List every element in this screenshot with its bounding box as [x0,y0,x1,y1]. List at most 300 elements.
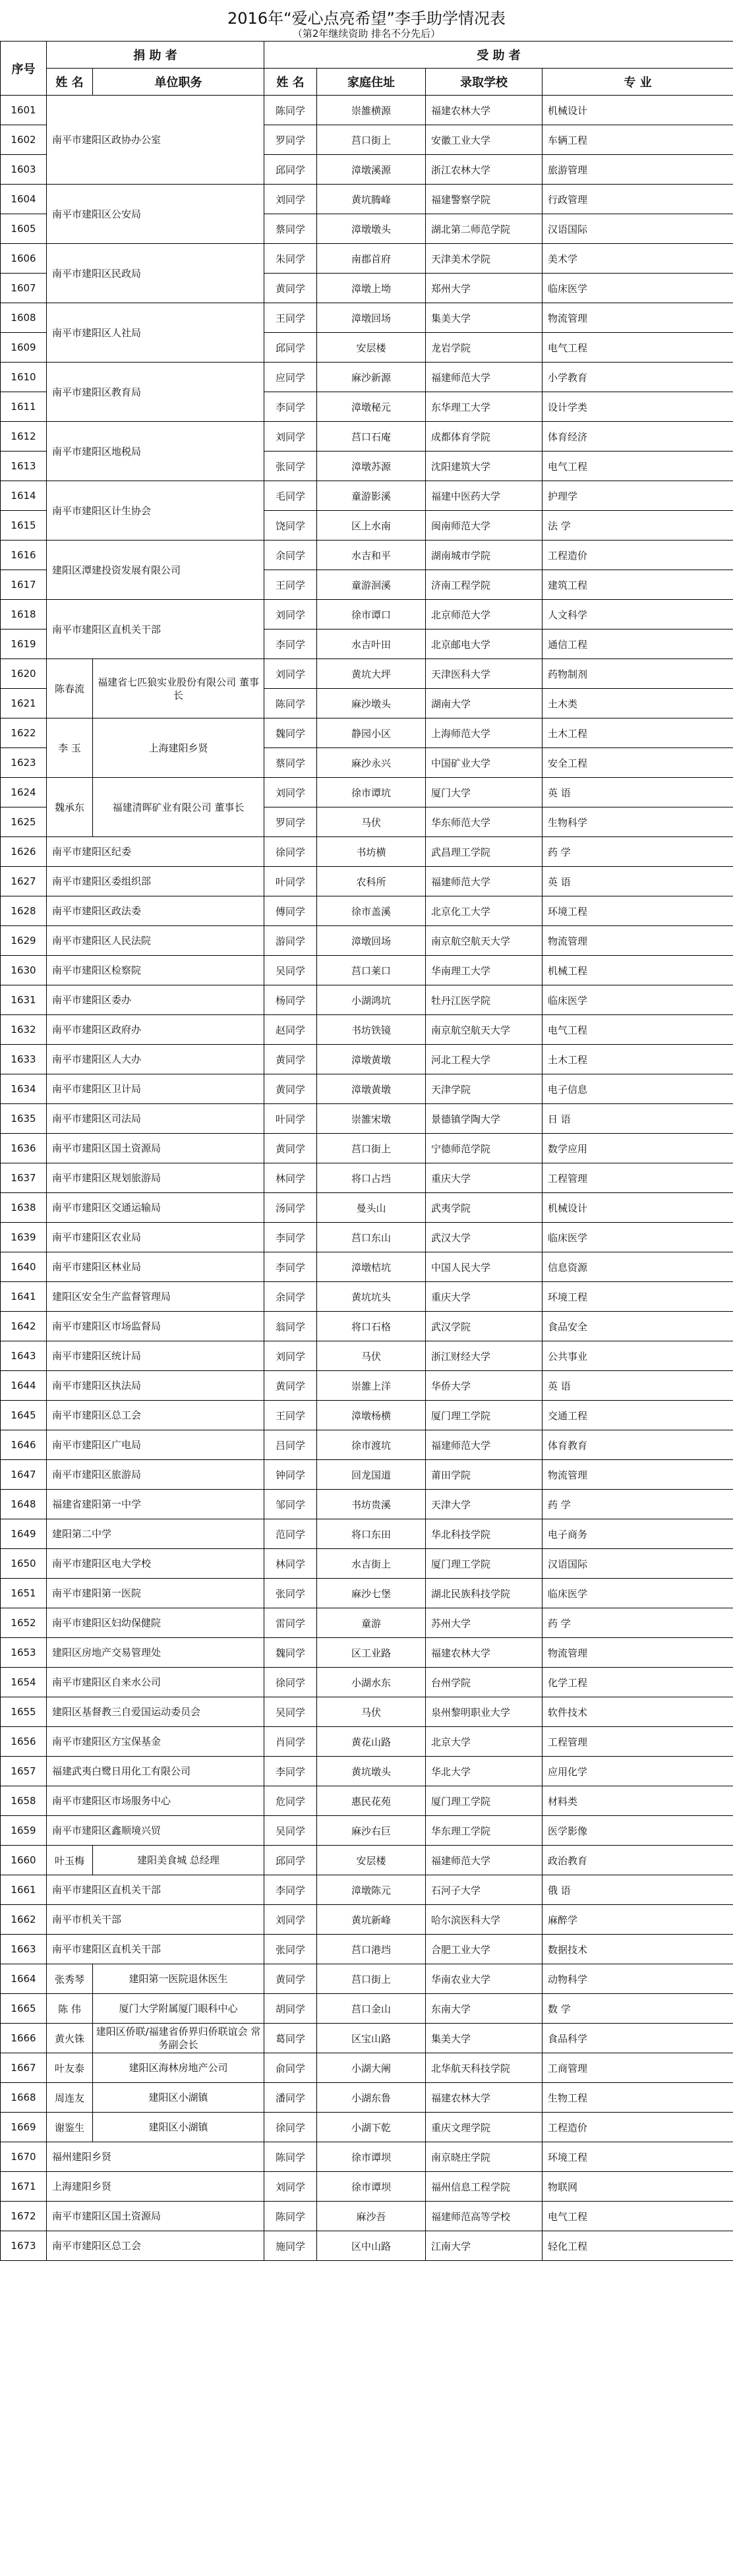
recipient-major: 法 学 [542,511,733,541]
recipient-school: 湖北第二师范学院 [426,214,542,244]
table-row [1,185,733,214]
recipient-address: 莒口东山 [317,1223,426,1252]
aid-table [0,41,733,2261]
recipient-name: 李同学 [264,1757,317,1786]
recipient-address: 惠民花苑 [317,1786,426,1816]
recipient-name: 饶同学 [264,511,317,541]
recipient-name: 魏同学 [264,718,317,748]
table-row [1,2083,733,2113]
table-row [1,2202,733,2231]
recipient-school: 湖南大学 [426,689,542,718]
recipient-school: 北京大学 [426,1727,542,1757]
recipient-address: 回龙国道 [317,1460,426,1490]
donor-org: 建阳区潭建投资发展有限公司 [47,541,264,600]
donor-org: 上海建阳乡贤 [93,718,264,778]
recipient-major: 电气工程 [542,2202,733,2231]
recipient-address: 马伏 [317,1697,426,1727]
recipient-major: 物流管理 [542,1638,733,1668]
header-row-group [1,42,733,69]
row-number: 1672 [1,2202,47,2231]
recipient-name: 张同学 [264,1935,317,1964]
recipient-address: 麻沙吾 [317,2202,426,2231]
recipient-school: 华南农业大学 [426,1964,542,1994]
donor-name: 陈春流 [47,659,93,718]
recipient-name: 罗同学 [264,125,317,155]
recipient-address: 漳墩陈元 [317,1875,426,1905]
recipient-school: 北京化工大学 [426,896,542,926]
donor-org: 南平市建阳区民政局 [47,244,264,303]
row-number: 1616 [1,541,47,570]
donor-org: 建阳第一医院退休医生 [93,1964,264,1994]
recipient-major: 化学工程 [542,1668,733,1697]
recipient-major: 土木工程 [542,718,733,748]
donor-org: 南平市建阳区妇幼保健院 [47,1608,264,1638]
recipient-school: 莆田学院 [426,1460,542,1490]
row-number: 1644 [1,1371,47,1401]
recipient-name: 吴同学 [264,1697,317,1727]
row-number: 1613 [1,452,47,481]
recipient-name: 朱同学 [264,244,317,274]
recipient-name: 陈同学 [264,2142,317,2172]
recipient-major: 公共事业 [542,1341,733,1371]
recipient-major: 安全工程 [542,748,733,778]
recipient-name: 邱同学 [264,333,317,363]
donor-name: 张秀琴 [47,1964,93,1994]
donor-org: 南平市建阳区林业局 [47,1252,264,1282]
recipient-major: 体育经济 [542,422,733,452]
row-number: 1601 [1,96,47,125]
table-row [1,1223,733,1252]
recipient-major: 软件技术 [542,1697,733,1727]
row-number: 1653 [1,1638,47,1668]
recipient-name: 王同学 [264,303,317,333]
recipient-major: 医学影像 [542,1816,733,1846]
row-number: 1612 [1,422,47,452]
recipient-major: 物流管理 [542,1460,733,1490]
table-row [1,1816,733,1846]
recipient-address: 崇雒上洋 [317,1371,426,1401]
row-number: 1650 [1,1549,47,1579]
recipient-major: 食品科学 [542,2024,733,2053]
row-number: 1617 [1,570,47,600]
recipient-school: 北华航天科技学院 [426,2053,542,2083]
row-number: 1631 [1,985,47,1015]
recipient-school: 重庆文理学院 [426,2113,542,2142]
recipient-address: 小湖鸿坑 [317,985,426,1015]
recipient-school: 华东师范大学 [426,807,542,837]
recipient-major: 电气工程 [542,333,733,363]
recipient-major: 工商管理 [542,2053,733,2083]
recipient-major: 土木类 [542,689,733,718]
recipient-address: 童游 [317,1608,426,1638]
table-row [1,600,733,629]
table-row [1,926,733,956]
recipient-school: 合肥工业大学 [426,1935,542,1964]
donor-org: 建阳区基督教三自爱国运动委员会 [47,1697,264,1727]
table-row [1,1163,733,1193]
donor-org: 南平市机关干部 [47,1905,264,1935]
recipient-major: 环境工程 [542,1282,733,1312]
table-row [1,1312,733,1341]
recipient-address: 黄坑大坪 [317,659,426,689]
recipient-address: 徐市谭坝 [317,2172,426,2202]
recipient-address: 漳墩苏源 [317,452,426,481]
donor-org: 南平市建阳区自来水公司 [47,1668,264,1697]
recipient-name: 张同学 [264,1579,317,1608]
row-number: 1640 [1,1252,47,1282]
recipient-address: 黄花山路 [317,1727,426,1757]
recipient-name: 徐同学 [264,837,317,867]
donor-org: 南平市建阳区交通运输局 [47,1193,264,1223]
recipient-name: 葛同学 [264,2024,317,2053]
recipient-major: 英 语 [542,1371,733,1401]
row-number: 1606 [1,244,47,274]
recipient-school: 北京师范大学 [426,600,542,629]
donor-name: 叶玉梅 [47,1846,93,1875]
donor-name: 黄火铢 [47,2024,93,2053]
col-header-school: 录取学校 [426,69,542,96]
row-number: 1627 [1,867,47,896]
recipient-school: 厦门大学 [426,778,542,807]
donor-org: 建阳区侨联/福建省侨界归侨联谊会 常务副会长 [93,2024,264,2053]
recipient-school: 福建师范高等学校 [426,2202,542,2231]
row-number: 1622 [1,718,47,748]
row-number: 1634 [1,1074,47,1104]
table-row [1,778,733,807]
recipient-name: 林同学 [264,1163,317,1193]
donor-org: 南平市建阳区总工会 [47,2231,264,2261]
recipient-address: 徐市渡坑 [317,1430,426,1460]
recipient-address: 书坊贵溪 [317,1490,426,1519]
recipient-name: 吴同学 [264,1816,317,1846]
row-number: 1632 [1,1015,47,1045]
donor-org: 南平市建阳区政法委 [47,896,264,926]
table-row [1,2024,733,2053]
recipient-school: 福建师范大学 [426,363,542,392]
row-number: 1661 [1,1875,47,1905]
table-row [1,1490,733,1519]
recipient-school: 天津大学 [426,1490,542,1519]
recipient-school: 福建农林大学 [426,96,542,125]
recipient-major: 物流管理 [542,926,733,956]
recipient-school: 河北工程大学 [426,1045,542,1074]
recipient-major: 电子商务 [542,1519,733,1549]
recipient-school: 石河子大学 [426,1875,542,1905]
table-row [1,1727,733,1757]
row-number: 1626 [1,837,47,867]
recipient-name: 潘同学 [264,2083,317,2113]
donor-org: 南平市建阳区纪委 [47,837,264,867]
row-number: 1655 [1,1697,47,1727]
recipient-address: 漳墩回场 [317,303,426,333]
recipient-school: 福建师范大学 [426,1430,542,1460]
donor-org: 建阳美食城 总经理 [93,1846,264,1875]
recipient-name: 李同学 [264,629,317,659]
table-row [1,1015,733,1045]
recipient-major: 材料类 [542,1786,733,1816]
recipient-address: 曼头山 [317,1193,426,1223]
recipient-major: 人文科学 [542,600,733,629]
row-number: 1604 [1,185,47,214]
recipient-major: 生物科学 [542,807,733,837]
table-row [1,2231,733,2261]
row-number: 1669 [1,2113,47,2142]
row-number: 1668 [1,2083,47,2113]
table-row [1,1371,733,1401]
donor-org: 建阳第二中学 [47,1519,264,1549]
donor-org: 建阳区安全生产监督管理局 [47,1282,264,1312]
donor-org: 福建省七匹狼实业股份有限公司 董事长 [93,659,264,718]
donor-org: 建阳区小湖镇 [93,2113,264,2142]
recipient-major: 数 学 [542,1994,733,2024]
donor-org: 福州建阳乡贤 [47,2142,264,2172]
row-number: 1620 [1,659,47,689]
recipient-address: 漳墩回场 [317,926,426,956]
donor-org: 南平市建阳区计生协会 [47,481,264,541]
recipient-school: 武夷学院 [426,1193,542,1223]
row-number: 1658 [1,1786,47,1816]
recipient-name: 范同学 [264,1519,317,1549]
row-number: 1633 [1,1045,47,1074]
recipient-major: 机械设计 [542,96,733,125]
donor-org: 建阳区海林房地产公司 [93,2053,264,2083]
recipient-name: 刘同学 [264,422,317,452]
donor-org: 上海建阳乡贤 [47,2172,264,2202]
donor-org: 南平市建阳区直机关干部 [47,1935,264,1964]
recipient-school: 湖南城市学院 [426,541,542,570]
recipient-name: 吕同学 [264,1430,317,1460]
recipient-name: 黄同学 [264,1134,317,1163]
table-row [1,1935,733,1964]
recipient-school: 江南大学 [426,2231,542,2261]
recipient-major: 数学应用 [542,1134,733,1163]
row-number: 1636 [1,1134,47,1163]
recipient-name: 俞同学 [264,2053,317,2083]
recipient-address: 安层楼 [317,1846,426,1875]
recipient-address: 徐市谭口 [317,600,426,629]
recipient-school: 郑州大学 [426,274,542,303]
recipient-address: 徐市谭坑 [317,778,426,807]
recipient-major: 临床医学 [542,1579,733,1608]
recipient-address: 黄坑新峰 [317,1905,426,1935]
table-body [1,96,733,2261]
recipient-name: 黄同学 [264,1045,317,1074]
donor-org: 南平市建阳区委办 [47,985,264,1015]
table-row [1,1460,733,1490]
donor-name: 李 玉 [47,718,93,778]
table-row [1,659,733,689]
table-row [1,1757,733,1786]
recipient-major: 日 语 [542,1104,733,1134]
recipient-name: 黄同学 [264,1964,317,1994]
recipient-major: 行政管理 [542,185,733,214]
col-header-major: 专 业 [542,69,733,96]
recipient-major: 环境工程 [542,2142,733,2172]
recipient-name: 翁同学 [264,1312,317,1341]
recipient-major: 工程管理 [542,1727,733,1757]
recipient-school: 重庆大学 [426,1163,542,1193]
recipient-name: 傅同学 [264,896,317,926]
recipient-address: 漳墩秘元 [317,392,426,422]
recipient-school: 福建师范大学 [426,1846,542,1875]
row-number: 1614 [1,481,47,511]
recipient-name: 李同学 [264,1223,317,1252]
table-row [1,422,733,452]
row-number: 1638 [1,1193,47,1223]
donor-org: 南平市建阳区教育局 [47,363,264,422]
table-row [1,1549,733,1579]
table-row [1,1608,733,1638]
recipient-name: 陈同学 [264,2202,317,2231]
recipient-school: 浙江农林大学 [426,155,542,185]
recipient-school: 上海师范大学 [426,718,542,748]
row-number: 1673 [1,2231,47,2261]
recipient-school: 苏州大学 [426,1608,542,1638]
recipient-school: 集美大学 [426,2024,542,2053]
recipient-address: 麻沙右巨 [317,1816,426,1846]
table-row [1,1875,733,1905]
recipient-name: 徐同学 [264,2113,317,2142]
donor-org: 南平市建阳区直机关干部 [47,600,264,659]
recipient-name: 黄同学 [264,274,317,303]
recipient-name: 吴同学 [264,956,317,985]
row-number: 1602 [1,125,47,155]
recipient-name: 余同学 [264,541,317,570]
row-number: 1652 [1,1608,47,1638]
row-number: 1623 [1,748,47,778]
recipient-major: 政治教育 [542,1846,733,1875]
donor-org: 南平市建阳区检察院 [47,956,264,985]
table-row [1,1846,733,1875]
recipient-name: 刘同学 [264,185,317,214]
recipient-name: 应同学 [264,363,317,392]
donor-org: 南平市建阳区市场服务中心 [47,1786,264,1816]
table-row [1,1341,733,1371]
recipient-name: 毛同学 [264,481,317,511]
row-number: 1651 [1,1579,47,1608]
recipient-name: 雷同学 [264,1608,317,1638]
table-row [1,2172,733,2202]
recipient-school: 成都体育学院 [426,422,542,452]
row-number: 1621 [1,689,47,718]
recipient-address: 麻沙永兴 [317,748,426,778]
recipient-name: 刘同学 [264,659,317,689]
recipient-address: 马伏 [317,1341,426,1371]
recipient-name: 李同学 [264,1252,317,1282]
recipient-address: 将口东田 [317,1519,426,1549]
donor-name: 谢鉴生 [47,2113,93,2142]
row-number: 1641 [1,1282,47,1312]
table-row [1,2113,733,2142]
recipient-address: 区上水南 [317,511,426,541]
row-number: 1618 [1,600,47,629]
recipient-major: 小学教育 [542,363,733,392]
recipient-major: 电子信息 [542,1074,733,1104]
recipient-school: 安徽工业大学 [426,125,542,155]
recipient-major: 建筑工程 [542,570,733,600]
recipient-address: 麻沙七堡 [317,1579,426,1608]
recipient-address: 徐市盖溪 [317,896,426,926]
table-row [1,1519,733,1549]
recipient-school: 福建农林大学 [426,2083,542,2113]
recipient-name: 施同学 [264,2231,317,2261]
recipient-major: 临床医学 [542,985,733,1015]
donor-org: 建阳区小湖镇 [93,2083,264,2113]
table-row [1,1282,733,1312]
donor-org: 福建清晖矿业有限公司 董事长 [93,778,264,837]
recipient-address: 漳墩杨横 [317,1401,426,1430]
donor-org: 厦门大学附属厦门眼科中心 [93,1994,264,2024]
row-number: 1648 [1,1490,47,1519]
col-header-name: 姓 名 [264,69,317,96]
recipient-major: 动物科学 [542,1964,733,1994]
donor-org: 南平市建阳区司法局 [47,1104,264,1134]
recipient-school: 南京航空航天大学 [426,926,542,956]
recipient-school: 南京晓庄学院 [426,2142,542,2172]
recipient-school: 台州学院 [426,1668,542,1697]
donor-org: 南平市建阳区人大办 [47,1045,264,1074]
donor-org: 南平市建阳区规划旅游局 [47,1163,264,1193]
recipient-address: 莒口莱口 [317,956,426,985]
recipient-address: 书坊铁镜 [317,1015,426,1045]
recipient-address: 南郡首府 [317,244,426,274]
donor-org: 南平市建阳区卫计局 [47,1074,264,1104]
recipient-address: 漳墩黄墩 [317,1074,426,1104]
recipient-school: 沈阳建筑大学 [426,452,542,481]
row-number: 1642 [1,1312,47,1341]
recipient-school: 重庆大学 [426,1282,542,1312]
donor-name: 陈 伟 [47,1994,93,2024]
recipient-school: 福建警察学院 [426,185,542,214]
recipient-address: 莒口街上 [317,1134,426,1163]
recipient-name: 魏同学 [264,1638,317,1668]
recipient-major: 物联网 [542,2172,733,2202]
recipient-address: 小湖大阐 [317,2053,426,2083]
donor-org: 南平市建阳区委组织部 [47,867,264,896]
row-number: 1665 [1,1994,47,2024]
row-number: 1611 [1,392,47,422]
recipient-major: 环境工程 [542,896,733,926]
table-row [1,244,733,274]
col-header-no: 序号 [1,42,47,96]
recipient-name: 蔡同学 [264,214,317,244]
donor-org: 南平市建阳区鑫顺境兴贸 [47,1816,264,1846]
row-number: 1649 [1,1519,47,1549]
recipient-school: 华东理工学院 [426,1816,542,1846]
recipient-major: 工程造价 [542,2113,733,2142]
recipient-name: 钟同学 [264,1460,317,1490]
recipient-address: 漳墩墩头 [317,214,426,244]
row-number: 1628 [1,896,47,926]
recipient-school: 福建中医药大学 [426,481,542,511]
table-row [1,867,733,896]
recipient-address: 小湖水东 [317,1668,426,1697]
recipient-school: 南京航空航天大学 [426,1015,542,1045]
recipient-name: 蔡同学 [264,748,317,778]
donor-org: 南平市建阳区广电局 [47,1430,264,1460]
recipient-major: 麻醉学 [542,1905,733,1935]
row-number: 1639 [1,1223,47,1252]
recipient-address: 童游影溪 [317,481,426,511]
recipient-address: 小湖东鲁 [317,2083,426,2113]
row-number: 1605 [1,214,47,244]
recipient-name: 杨同学 [264,985,317,1015]
recipient-school: 福州信息工程学院 [426,2172,542,2202]
recipient-major: 设计学类 [542,392,733,422]
recipient-address: 黄坑腾峰 [317,185,426,214]
recipient-name: 林同学 [264,1549,317,1579]
row-number: 1657 [1,1757,47,1786]
